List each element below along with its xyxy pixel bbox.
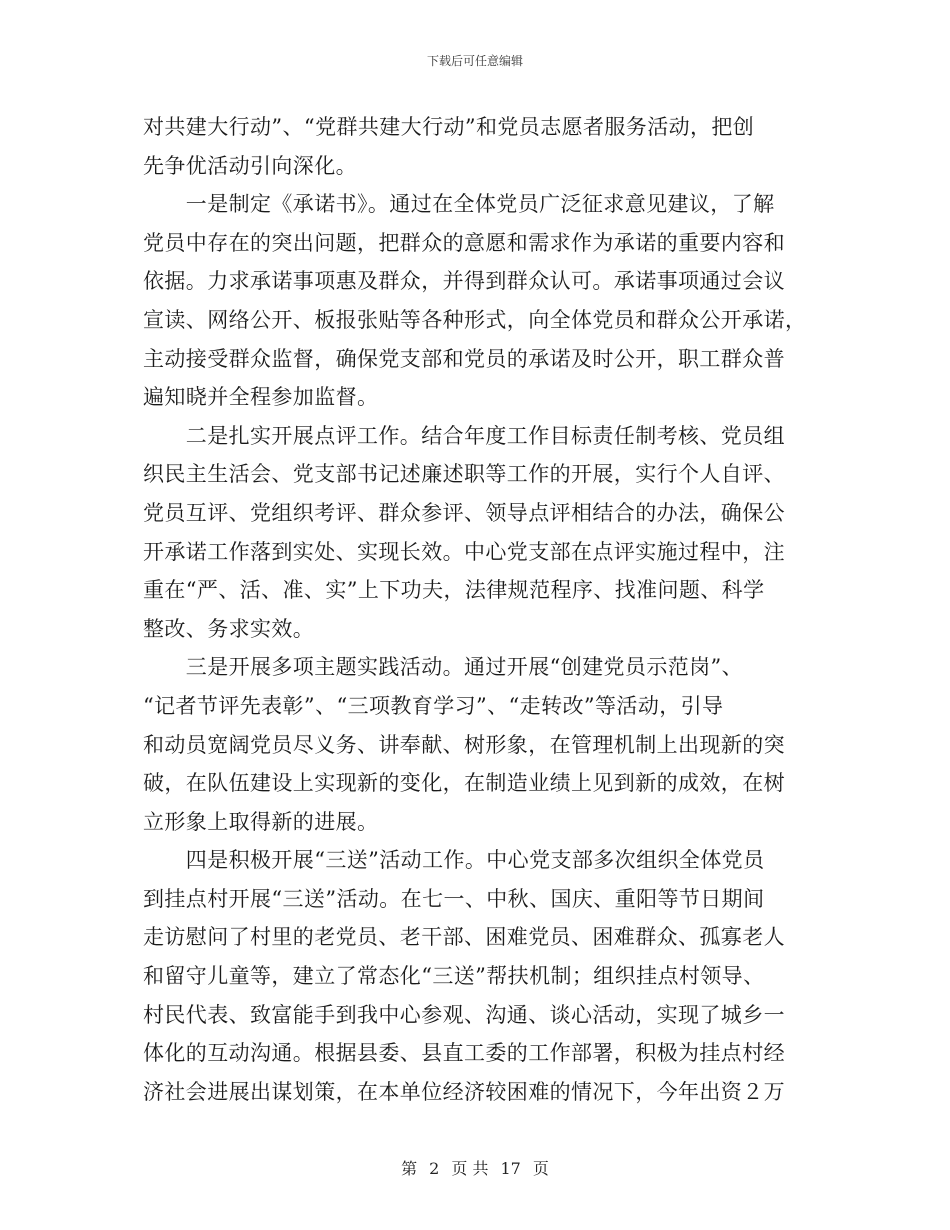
- body-text: [143, 108, 807, 1111]
- text-line: 整改、务求实效。: [143, 616, 315, 641]
- text-line: 体化的互动沟通。根据县委、县直工委的工作部署，积极为挂点村经: [143, 1041, 785, 1066]
- text-line: 走访慰问了村里的老党员、老干部、困难党员、困难群众、孤寡老人: [143, 925, 785, 950]
- text-line: 依据。力求承诺事项惠及群众，并得到群众认可。承诺事项通过会议: [143, 269, 785, 294]
- text-line: 二是扎实开展点评工作。结合年度工作目标责任制考核、党员组: [143, 423, 785, 448]
- header-note: 下载后可任意编辑: [426, 54, 523, 68]
- text-line: 到挂点村开展“三送”活动。在七一、中秋、国庆、重阳等节日期间: [143, 886, 765, 911]
- text-line: 济社会进展出谋划策，在本单位经济较困难的情况下，今年出资２万: [143, 1079, 785, 1104]
- text-line: 先争优活动引向深化。: [143, 153, 357, 178]
- text-line: 宣读、网络公开、板报张贴等各种形式，向全体党员和群众公开承诺，: [143, 307, 807, 332]
- text-line: “记者节评先表彰”、“三项教育学习”、“走转改”等活动，引导: [143, 693, 724, 718]
- footer-page-number: 2: [429, 1159, 440, 1178]
- text-line: 和留守儿童等，建立了常态化“三送”帮扶机制；组织挂点村领导、: [143, 964, 765, 989]
- footer-prefix: 第: [401, 1159, 418, 1178]
- text-line: 破，在队伍建设上实现新的变化，在制造业绩上见到新的成效，在树: [143, 771, 785, 796]
- text-line: 遍知晓并全程参加监督。: [143, 385, 379, 410]
- footer-total-pages: 17: [500, 1159, 521, 1178]
- text-line: 开承诺工作落到实处、实现长效。中心党支部在点评实施过程中，注: [143, 539, 785, 564]
- text-line: 四是积极开展“三送”活动工作。中心党支部多次组织全体党员: [143, 848, 765, 873]
- text-line: 对共建大行动”、“党群共建大行动”和党员志愿者服务活动，把创: [143, 115, 755, 139]
- footer-suffix: 页: [532, 1159, 549, 1178]
- text-line: 村民代表、致富能手到我中心参观、沟通、谈心活动，实现了城乡一: [143, 1002, 785, 1027]
- text-line: 织民主生活会、党支部书记述廉述职等工作的开展，实行个人自评、: [143, 462, 785, 487]
- text-line: 重在“严、活、准、实”上下功夫，法律规范程序、找准问题、科学: [143, 578, 765, 603]
- page-footer: [0, 1156, 950, 1179]
- text-line: 党员互评、党组织考评、群众参评、领导点评相结合的办法，确保公: [143, 500, 785, 525]
- text-line: 主动接受群众监督，确保党支部和党员的承诺及时公开，职工群众普: [143, 346, 785, 371]
- text-line: 和动员宽阔党员尽义务、讲奉献、树形象，在管理机制上出现新的突: [143, 732, 785, 757]
- text-line: 党员中存在的突出问题，把群众的意愿和需求作为承诺的重要内容和: [143, 230, 785, 255]
- footer-middle: 页 共: [451, 1159, 489, 1178]
- text-line: 立形象上取得新的进展。: [143, 809, 379, 834]
- text-line: 三是开展多项主题实践活动。通过开展“创建党员示范岗”、: [143, 655, 744, 680]
- text-line: 一是制定《承诺书》。通过在全体党员广泛征求意见建议，了解: [143, 192, 775, 217]
